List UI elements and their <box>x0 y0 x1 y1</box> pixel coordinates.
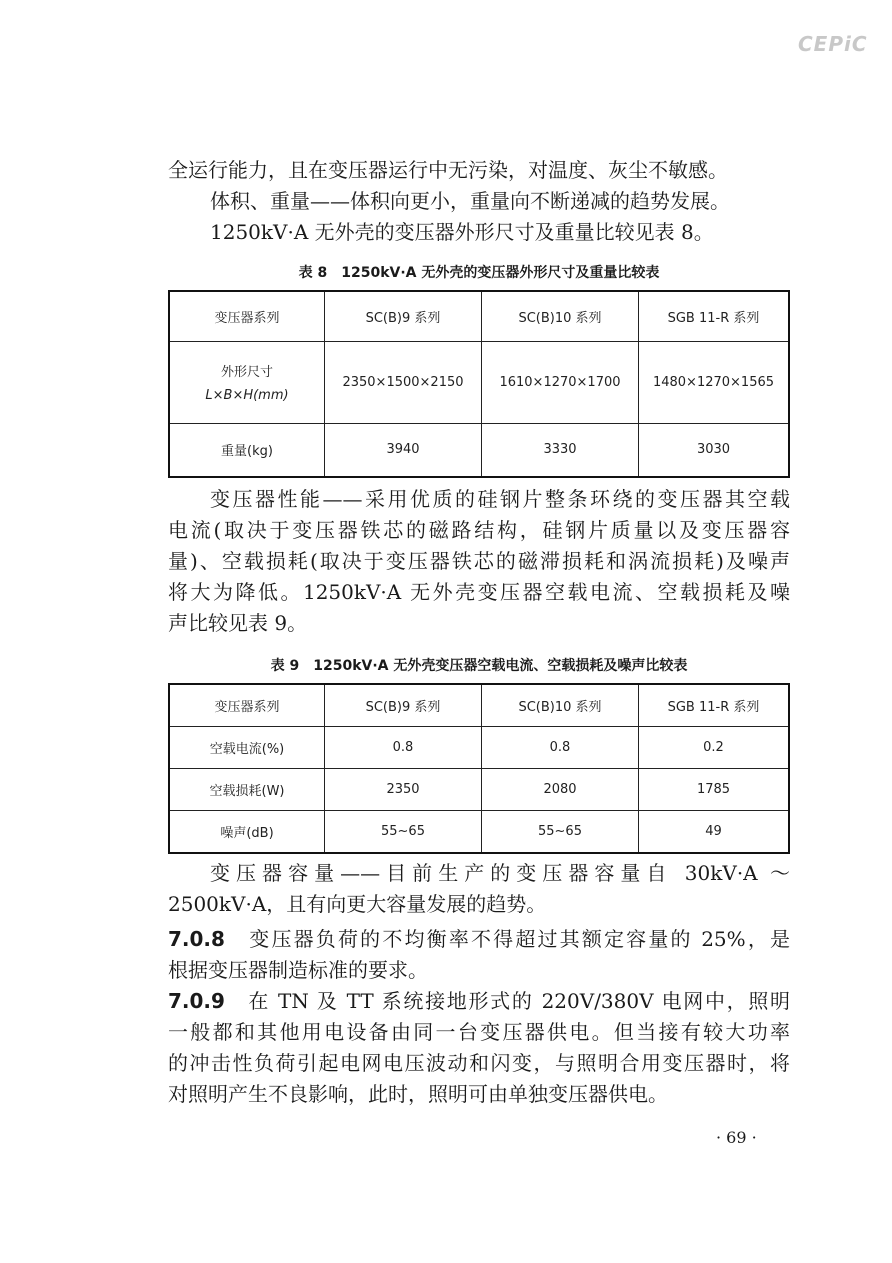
table-cell: 49 <box>639 810 790 853</box>
table-cell: 2350 <box>325 768 482 810</box>
clause-7-0-9-line-1 <box>168 986 790 1017</box>
table8-row-label <box>169 341 325 423</box>
clause-7-0-8-line-2: 根据变压器制造标准的要求。 <box>168 958 428 982</box>
table8-row-label-line2: L×B×H(mm) <box>205 388 289 403</box>
table8-header-cell: SGB 11-R 系列 <box>639 291 790 341</box>
clause-7-0-8-text-1: 变压器负荷的不均衡率不得超过其额定容量的 25%，是 <box>249 927 791 951</box>
table-cell: 2080 <box>482 768 639 810</box>
table-cell: 0.8 <box>325 726 482 768</box>
capacity-paragraph <box>168 858 790 920</box>
clause-7-0-9 <box>168 986 790 1110</box>
table-row <box>169 423 789 477</box>
intro-line-3: 1250kV·A 无外壳的变压器外形尺寸及重量比较见表 8。 <box>210 220 714 244</box>
clause-7-0-9-text-1: 在 TN 及 TT 系统接地形式的 220V/380V 电网中，照明 <box>248 989 791 1013</box>
table9 <box>168 683 790 854</box>
table-cell: 3940 <box>325 423 482 477</box>
clause-7-0-8-line-1 <box>168 924 790 955</box>
table-cell: 3330 <box>482 423 639 477</box>
table-row <box>169 341 789 423</box>
page-number: · 69 · <box>716 1128 757 1147</box>
table8-row-label-line1: 外形尺寸 <box>220 365 273 380</box>
clause-7-0-9-line-2: 一般都和其他用电设备由同一台变压器供电。但当接有较大功率 <box>168 1020 790 1044</box>
table-row <box>169 810 789 853</box>
table8-header-cell: SC(B)10 系列 <box>482 291 639 341</box>
clause-7-0-8 <box>168 924 790 986</box>
table-cell: 2350×1500×2150 <box>325 341 482 423</box>
table8-row-label: 重量(kg) <box>169 423 325 477</box>
table-cell: 55~65 <box>482 810 639 853</box>
performance-paragraph <box>168 484 790 639</box>
table-cell: 1610×1270×1700 <box>482 341 639 423</box>
table9-row-label: 噪声(dB) <box>169 810 325 853</box>
table8-caption: 表 8 1250kV·A 无外壳的变压器外形尺寸及重量比较表 <box>298 265 660 281</box>
table9-header-row <box>169 684 789 726</box>
capacity-line-1: 变压器容量——目前生产的变压器容量自 30kV·A ～ <box>210 861 790 885</box>
perf-line-1: 变压器性能——采用优质的硅钢片整条环绕的变压器其空载 <box>210 487 790 511</box>
perf-line-5: 声比较见表 9。 <box>168 611 308 635</box>
table9-header-cell: SC(B)9 系列 <box>325 684 482 726</box>
table9-header-cell: SC(B)10 系列 <box>482 684 639 726</box>
clause-7-0-9-line-3: 的冲击性负荷引起电网电压波动和闪变，与照明合用变压器时，将 <box>168 1051 790 1075</box>
table-cell: 0.2 <box>639 726 790 768</box>
clause-number: 7.0.9 <box>168 989 225 1013</box>
table-row <box>169 768 789 810</box>
clause-number: 7.0.8 <box>168 927 225 951</box>
table9-header-cell: SGB 11-R 系列 <box>639 684 790 726</box>
clause-7-0-9-line-4: 对照明产生不良影响，此时，照明可由单独变压器供电。 <box>168 1082 668 1106</box>
table9-caption: 表 9 1250kV·A 无外壳变压器空载电流、空载损耗及噪声比较表 <box>270 658 688 674</box>
intro-paragraph <box>168 155 790 248</box>
table8-header-cell: 变压器系列 <box>169 291 325 341</box>
table8-header-row <box>169 291 789 341</box>
perf-line-3: 量)、空载损耗(取决于变压器铁芯的磁滞损耗和涡流损耗)及噪声 <box>168 549 790 573</box>
perf-line-2: 电流(取决于变压器铁芯的磁路结构，硅钢片质量以及变压器容 <box>168 518 790 542</box>
table9-row-label: 空载电流(%) <box>169 726 325 768</box>
perf-line-4: 将大为降低。1250kV·A 无外壳变压器空载电流、空载损耗及噪 <box>168 580 790 604</box>
table-cell: 0.8 <box>482 726 639 768</box>
publisher-logo: CEPiC <box>798 32 868 56</box>
intro-line-2: 体积、重量——体积向更小，重量向不断递减的趋势发展。 <box>210 189 730 213</box>
capacity-line-2: 2500kV·A，且有向更大容量发展的趋势。 <box>168 892 547 916</box>
intro-line-1: 全运行能力，且在变压器运行中无污染，对温度、灰尘不敏感。 <box>168 158 728 182</box>
table-cell: 3030 <box>639 423 790 477</box>
table-cell: 1480×1270×1565 <box>639 341 790 423</box>
table-row <box>169 726 789 768</box>
table8 <box>168 290 790 478</box>
table-cell: 1785 <box>639 768 790 810</box>
table9-header-cell: 变压器系列 <box>169 684 325 726</box>
table-cell: 55~65 <box>325 810 482 853</box>
table9-row-label: 空载损耗(W) <box>169 768 325 810</box>
table8-header-cell: SC(B)9 系列 <box>325 291 482 341</box>
